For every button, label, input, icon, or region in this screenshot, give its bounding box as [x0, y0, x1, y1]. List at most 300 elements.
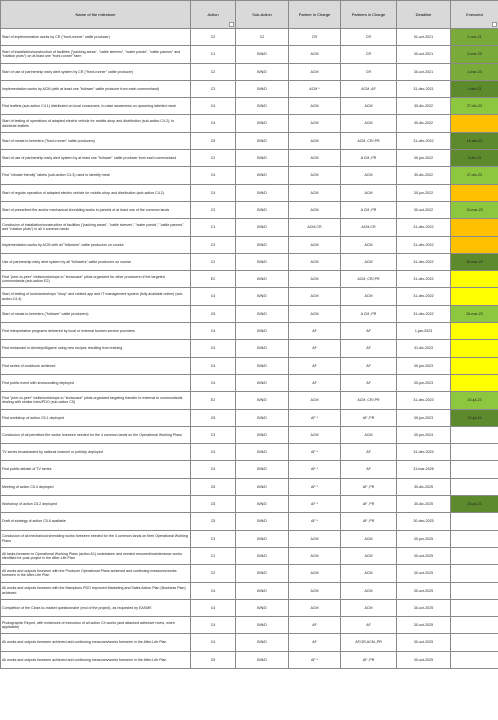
deadline-cell[interactable]: 30-jun-2025 [397, 530, 451, 547]
action-cell[interactable]: C3 [191, 236, 236, 253]
sub-action-cell[interactable]: B/N/D [236, 599, 289, 616]
table-row [1, 46, 498, 63]
executed-cell[interactable] [451, 617, 498, 634]
milestone-cell[interactable]: Conclusion of all permitted fire works foreseen needed for the 4 common lands on the Operational Working Plans [1, 426, 191, 443]
partner-cell[interactable]: AF * [289, 496, 341, 513]
partner-cell[interactable]: AF [289, 374, 341, 391]
partner-cell[interactable]: ACM [289, 63, 341, 80]
milestone-cell[interactable]: Use of partnership early alert system by all "followers" cattle producers on course [1, 253, 191, 270]
executed-cell[interactable]: 1-mar-23 [451, 63, 498, 80]
milestone-cell[interactable]: First workshop of action C5.1 deployed [1, 409, 191, 426]
partner-cell[interactable]: AF * [289, 461, 341, 478]
partners-cell[interactable]: AF,GR,ACM,,PR [341, 634, 397, 651]
partner-cell[interactable]: ACM [289, 565, 341, 582]
milestone-cell[interactable]: Start of meats to breeders ("front-runner" cattle producers) [1, 132, 191, 149]
table-row [1, 115, 498, 132]
action-cell[interactable]: C5 [191, 409, 236, 426]
milestone-cell[interactable]: Start of implementation works by CR ("front-runner" cattle producer) [1, 29, 191, 46]
sub-action-cell[interactable]: B/N/D [236, 444, 289, 461]
sub-action-cell[interactable]: B/N/D [236, 340, 289, 357]
milestone-cell[interactable]: Conclusion of all mechanical shredding works foreseen needed for the 4 common lands on their Operational Working Plans [1, 530, 191, 547]
milestone-cell[interactable]: Start of use of partnership early alert system by CR ("front-runner" cattle producer) [1, 63, 191, 80]
partner-cell[interactable]: ACM [289, 167, 341, 184]
milestone-cell[interactable]: Start of installation/construction of facilities ("packing areas", "cattle sleeves", "water ponds", "cattle pannes" and "rotation plots") on at least one "front-runner" farm [1, 46, 191, 63]
partner-cell[interactable]: AF * [289, 444, 341, 461]
milestone-cell[interactable]: First "peer-to-peer" visits/workshops to "showcase" pilots organized for other producers of the targeted commonlands (sub-action E2) [1, 271, 191, 288]
partner-cell[interactable]: AF * [289, 409, 341, 426]
partner-cell[interactable]: AF * [289, 651, 341, 668]
sub-action-cell[interactable]: B/N/D [236, 98, 289, 115]
partners-cell[interactable]: ACM ,CR/,PR [341, 392, 397, 409]
deadline-cell[interactable]: 30-oct-2025 [397, 599, 451, 616]
milestone-cell[interactable]: Start of testing of operations of adapted electric vehicle for mobile-shop and distribution (sub-action C4.2), to distribute leaflets [1, 115, 191, 132]
sub-action-cell[interactable]: B/N/D [236, 426, 289, 443]
partners-cell[interactable]: AF ,PR [341, 409, 397, 426]
header-sub-action-label: Sub-Action [252, 12, 272, 17]
action-cell[interactable]: C2 [191, 565, 236, 582]
partner-cell[interactable]: AF [289, 617, 341, 634]
partners-cell[interactable]: ACM [341, 184, 397, 201]
sub-action-cell[interactable]: B/N/D [236, 305, 289, 322]
deadline-cell[interactable]: 30-jun-2024 [397, 426, 451, 443]
deadline-cell[interactable]: 31-dec-2024 [397, 444, 451, 461]
executed-cell[interactable] [451, 374, 498, 391]
table-row [1, 513, 498, 530]
deadline-cell[interactable]: 31-dec-2023 [397, 392, 451, 409]
milestone-cell[interactable]: Implementation works by ACM with all "followers" cattle producers on course [1, 236, 191, 253]
action-cell[interactable]: C4 [191, 115, 236, 132]
sub-action-cell[interactable]: B/N/D [236, 253, 289, 270]
partners-cell[interactable]: AF ,PR [341, 651, 397, 668]
sub-action-cell[interactable]: C2 [236, 29, 289, 46]
executed-cell[interactable] [451, 323, 498, 340]
executed-cell[interactable] [451, 340, 498, 357]
header-deadline[interactable] [397, 1, 451, 29]
partner-cell[interactable]: AF [289, 357, 341, 374]
action-cell[interactable]: C1 [191, 219, 236, 236]
partner-cell[interactable]: ACM [289, 184, 341, 201]
table-row [1, 63, 498, 80]
partner-cell[interactable]: AF * [289, 513, 341, 530]
action-cell[interactable]: C5 [191, 513, 236, 530]
milestone-cell[interactable]: First "climate friendly" labels (sub-action C4.3) used to identify meat [1, 167, 191, 184]
executed-cell[interactable] [451, 444, 498, 461]
action-cell[interactable]: C2 [191, 253, 236, 270]
sub-action-cell[interactable]: B/N/D [236, 132, 289, 149]
milestone-cell[interactable]: Draft of strategy of action C5.6 available [1, 513, 191, 530]
deadline-cell[interactable]: 30-oct-2025 [397, 617, 451, 634]
partners-cell[interactable]: ACM [341, 582, 397, 599]
sub-action-cell[interactable]: B/N/D [236, 150, 289, 167]
deadline-cell[interactable]: 30-oct-2021 [397, 63, 451, 80]
sub-action-cell[interactable]: B/N/D [236, 201, 289, 218]
executed-cell[interactable] [451, 651, 498, 668]
executed-cell[interactable]: 27-dic-23 [451, 98, 498, 115]
sub-action-cell[interactable]: B/N/D [236, 392, 289, 409]
executed-cell[interactable] [451, 634, 498, 651]
table-row [1, 98, 498, 115]
deadline-cell[interactable]: 30-oct-2025 [397, 634, 451, 651]
action-cell[interactable]: C4 [191, 323, 236, 340]
action-cell[interactable]: C2 [191, 29, 236, 46]
partners-cell[interactable]: ACM [341, 426, 397, 443]
sub-action-cell[interactable]: B/N/D [236, 617, 289, 634]
deadline-cell[interactable]: 30-oct-2025 [397, 651, 451, 668]
partner-cell[interactable]: ACM [289, 132, 341, 149]
partner-cell[interactable]: ACM [289, 582, 341, 599]
header-milestone[interactable] [1, 1, 191, 29]
executed-cell[interactable] [451, 115, 498, 132]
header-row [1, 1, 498, 29]
sub-action-cell[interactable]: B/N/D [236, 530, 289, 547]
partners-cell[interactable]: ACM [341, 98, 397, 115]
partner-cell[interactable]: ACM [289, 253, 341, 270]
table-row [1, 530, 498, 547]
partners-cell[interactable]: ACM [341, 288, 397, 305]
deadline-cell[interactable]: 30-dic-2022 [397, 115, 451, 132]
executed-cell[interactable]: 4-abr-23 [451, 80, 498, 97]
header-partner2[interactable] [341, 1, 397, 29]
table-row [1, 565, 498, 582]
deadline-cell[interactable]: 01-oct-2021 [397, 29, 451, 46]
deadline-cell[interactable]: 30-dec-2025 [397, 513, 451, 530]
executed-cell[interactable]: 2-nov-21 [451, 29, 498, 46]
executed-cell[interactable] [451, 599, 498, 616]
milestone-cell[interactable]: Meeting of action C5.4 deployed [1, 478, 191, 495]
milestone-cell[interactable]: First restaurant in Alentejo/Algarve using new recipes resulting from training [1, 340, 191, 357]
table-row [1, 80, 498, 97]
deadline-cell[interactable]: 30-dic-2025 [397, 478, 451, 495]
table-row [1, 29, 498, 46]
sub-action-cell[interactable]: B/N/D [236, 236, 289, 253]
deadline-cell[interactable]: 30-jun-2023 [397, 409, 451, 426]
table-row [1, 444, 498, 461]
executed-cell[interactable]: 20-jul-23 [451, 496, 498, 513]
milestone-cell[interactable]: All works and outputs foreseen achieved and continuing measures/works foreseen in the After-Life Plan [1, 634, 191, 651]
header-milestone-label: Name of the milestone [75, 12, 116, 17]
partners-cell[interactable]: AF [341, 340, 397, 357]
milestone-cell[interactable]: All works and outputs foreseen achieved and continuing measures/works foreseen in the After-Life Plan [1, 651, 191, 668]
sub-action-cell[interactable]: B/N/D [236, 167, 289, 184]
table-row [1, 271, 498, 288]
deadline-cell[interactable]: 30-oct-2021 [397, 46, 451, 63]
action-cell[interactable]: C4 [191, 98, 236, 115]
deadline-cell[interactable]: 31-dec-2022 [397, 253, 451, 270]
deadline-cell[interactable]: 30-oct-2025 [397, 582, 451, 599]
executed-cell[interactable] [451, 582, 498, 599]
action-cell[interactable]: C4 [191, 167, 236, 184]
partners-cell[interactable]: A CM ,PR [341, 305, 397, 322]
partner-cell[interactable]: ACM [289, 150, 341, 167]
action-cell[interactable]: C3 [191, 201, 236, 218]
header-sub-action[interactable] [236, 1, 289, 29]
executed-cell[interactable]: 26-mar-23 [451, 305, 498, 322]
action-cell[interactable]: C5 [191, 305, 236, 322]
header-action[interactable] [191, 1, 236, 29]
action-cell[interactable]: C3 [191, 80, 236, 97]
sub-action-cell[interactable]: B/N/D [236, 357, 289, 374]
partners-cell[interactable]: AF [341, 323, 397, 340]
partners-cell[interactable]: ACM [341, 599, 397, 616]
milestone-cell[interactable]: First series of cookbook achieved [1, 357, 191, 374]
partner-cell[interactable]: AF [289, 634, 341, 651]
action-cell[interactable]: C5 [191, 132, 236, 149]
partners-cell[interactable]: AF ,PR [341, 513, 397, 530]
deadline-cell[interactable]: 31-mar-2025 [397, 461, 451, 478]
action-cell[interactable]: C1 [191, 547, 236, 564]
action-cell[interactable]: C4 [191, 444, 236, 461]
executed-cell[interactable] [451, 236, 498, 253]
action-cell[interactable]: C3 [191, 530, 236, 547]
executed-cell[interactable] [451, 547, 498, 564]
partners-cell[interactable]: AF ,PR [341, 478, 397, 495]
milestone-cell[interactable]: First "peer-to-peer" visits/workshops to "showcase" pilots organized targeting transfer to external to commonlands dealing with similar risks/PDO (sub-action C5) [1, 392, 191, 409]
partner-cell[interactable]: AF * [289, 478, 341, 495]
milestone-cell[interactable]: TV series broadcasted by national channel or publicly deployed [1, 444, 191, 461]
sub-action-cell[interactable]: B/N/D [236, 184, 289, 201]
partner-cell[interactable]: ACM [289, 115, 341, 132]
executed-cell[interactable]: 20-jul-23 [451, 392, 498, 409]
executed-cell[interactable] [451, 461, 498, 478]
deadline-cell[interactable]: 31-dic-2023 [397, 340, 451, 357]
table-row [1, 132, 498, 149]
partners-cell[interactable]: AF [341, 444, 397, 461]
header-partner1[interactable] [289, 1, 341, 29]
sub-action-cell[interactable]: B/N/D [236, 634, 289, 651]
deadline-cell[interactable]: 30-jun-2023 [397, 374, 451, 391]
executed-cell[interactable] [451, 357, 498, 374]
partners-cell[interactable]: AF [341, 357, 397, 374]
sub-action-cell[interactable]: B/N/D [236, 409, 289, 426]
action-cell[interactable]: C4 [191, 634, 236, 651]
partner-cell[interactable]: ACM [289, 288, 341, 305]
partner-cell[interactable]: ACM [289, 236, 341, 253]
table-row [1, 599, 498, 616]
sub-action-cell[interactable]: B/N/D [236, 63, 289, 80]
milestone-cell[interactable]: All tasks foreseen in Operational Working Plans (action A1) undertaken and needed resumed/maintenance works identified for post-project in the After-Life Plan [1, 547, 191, 564]
executed-cell[interactable]: 9-dic-23 [451, 150, 498, 167]
sub-action-cell[interactable]: B/N/D [236, 271, 289, 288]
milestone-cell[interactable]: Start of regular operation of adapted electric vehicle for mobile-shop and distribution (sub-action C4.2) [1, 184, 191, 201]
partners-cell[interactable]: AF ,PR [341, 496, 397, 513]
partner-cell[interactable]: ACM [289, 530, 341, 547]
deadline-cell[interactable]: 30-dic-2025 [397, 496, 451, 513]
action-cell[interactable]: C1 [191, 46, 236, 63]
sub-action-cell[interactable]: B/N/D [236, 219, 289, 236]
action-cell[interactable]: C5 [191, 496, 236, 513]
table-row [1, 323, 498, 340]
partners-cell[interactable]: ACM [341, 115, 397, 132]
milestone-cell[interactable]: First leaflets (sub-action C4.1) distributed on local consumers, to raise awareness on upcoming labelled meat [1, 98, 191, 115]
deadline-cell[interactable]: 31-dec-2022 [397, 219, 451, 236]
partner-cell[interactable]: ACM [289, 46, 341, 63]
executed-cell[interactable]: 16-abr-23 [451, 132, 498, 149]
action-cell[interactable]: C3 [191, 426, 236, 443]
action-cell[interactable]: C4 [191, 582, 236, 599]
executed-cell[interactable]: 27-dic-23 [451, 167, 498, 184]
milestone-cell[interactable]: Completion of the Close-to-market questionnaire (end of the project), as requested by EASME [1, 599, 191, 616]
table-row [1, 478, 498, 495]
action-cell[interactable]: E2 [191, 392, 236, 409]
action-cell[interactable]: C4 [191, 184, 236, 201]
deadline-cell[interactable]: 31-dec-2022 [397, 132, 451, 149]
partners-cell[interactable]: ACM [341, 236, 397, 253]
filter-dropdown-icon[interactable] [492, 22, 497, 27]
executed-cell[interactable] [451, 565, 498, 582]
table-row [1, 340, 498, 357]
partner-cell[interactable]: AF [289, 323, 341, 340]
sub-action-cell[interactable]: B/N/D [236, 565, 289, 582]
sub-action-cell[interactable]: B/N/D [236, 461, 289, 478]
milestone-cell[interactable]: Photographic Report, with evidences of execution of all action C4 works (and attached adhesive rivers, when applicable) [1, 617, 191, 634]
milestone-cell[interactable]: Conclusion of installation/construction of facilities ("packing areas", "cattle sleeves", "water ponds", "cattle pannes" and "rotation plots") in all 4 common lands [1, 219, 191, 236]
partner-cell[interactable]: CR [289, 29, 341, 46]
executed-cell[interactable] [451, 288, 498, 305]
deadline-cell[interactable]: 30-dic-2022 [397, 98, 451, 115]
milestone-cell[interactable]: First public event with showcooking deployed [1, 374, 191, 391]
header-partner2-label: Partners in Charge [351, 12, 386, 17]
table-row [1, 150, 498, 167]
deadline-cell[interactable]: 1-jan-2023 [397, 323, 451, 340]
action-cell[interactable]: C2 [191, 150, 236, 167]
milestone-cell[interactable]: First public debate of TV series [1, 461, 191, 478]
partner-cell[interactable]: ACM,CR [289, 219, 341, 236]
deadline-cell[interactable]: 31-dec-2022 [397, 288, 451, 305]
sub-action-cell[interactable]: B/N/D [236, 478, 289, 495]
milestone-cell[interactable]: All works and outputs foreseen with the Mampions PDO improved Marketing and Sales Action Plan (Business Plan) achieved [1, 582, 191, 599]
header-executed[interactable] [451, 1, 498, 29]
deadline-cell[interactable]: 31-dec-2022 [397, 305, 451, 322]
milestone-cell[interactable]: Start of testing of tools/workshops "shop" and related app and IT management system (fully available online) (sub-action C4.4) [1, 288, 191, 305]
executed-cell[interactable] [451, 513, 498, 530]
deadline-cell[interactable]: 31-dec-2022 [397, 271, 451, 288]
partners-cell[interactable]: ACM [341, 253, 397, 270]
partners-cell[interactable]: A CM ,PR [341, 150, 397, 167]
sub-action-cell[interactable]: B/N/D [236, 582, 289, 599]
partner-cell[interactable]: ACM [289, 392, 341, 409]
partner-cell[interactable]: ACM [289, 271, 341, 288]
sub-action-cell[interactable]: B/N/D [236, 46, 289, 63]
deadline-cell[interactable]: 30-dic-2022 [397, 167, 451, 184]
partner-cell[interactable]: ACM [289, 305, 341, 322]
executed-cell[interactable]: 30-mar-22 [451, 253, 498, 270]
partners-cell[interactable]: AF [341, 461, 397, 478]
action-cell[interactable]: C4 [191, 357, 236, 374]
action-cell[interactable]: C4 [191, 340, 236, 357]
executed-cell[interactable]: 10-mar-23 [451, 201, 498, 218]
action-cell[interactable]: C5 [191, 478, 236, 495]
sub-action-cell[interactable]: B/N/D [236, 513, 289, 530]
action-cell[interactable]: C4 [191, 617, 236, 634]
sub-action-cell[interactable]: B/N/D [236, 374, 289, 391]
executed-cell[interactable] [451, 530, 498, 547]
action-cell[interactable]: C4 [191, 288, 236, 305]
executed-cell[interactable] [451, 184, 498, 201]
partners-cell[interactable]: CR [341, 46, 397, 63]
executed-cell[interactable]: 2-mar-23 [451, 46, 498, 63]
table-row [1, 305, 498, 322]
partners-cell[interactable]: ACM,CR [341, 219, 397, 236]
partners-cell[interactable]: ACM [341, 167, 397, 184]
action-cell[interactable]: C4 [191, 599, 236, 616]
table-row [1, 426, 498, 443]
partners-cell[interactable]: CR [341, 29, 397, 46]
table-row [1, 582, 498, 599]
table-row [1, 651, 498, 668]
milestone-cell[interactable]: First interpretation programs delivered by local or external tourism service providers [1, 323, 191, 340]
action-cell[interactable]: C5 [191, 651, 236, 668]
partners-cell[interactable]: AF [341, 374, 397, 391]
table-body [1, 29, 498, 669]
action-cell[interactable]: C2 [191, 63, 236, 80]
deadline-cell[interactable]: 30-jun-2023 [397, 357, 451, 374]
milestone-cell[interactable]: Start of use of partnership early alert system by at least one "follower" cattle producer from each commonland [1, 150, 191, 167]
partner-cell[interactable]: ACM [289, 426, 341, 443]
executed-cell[interactable] [451, 426, 498, 443]
executed-cell[interactable] [451, 271, 498, 288]
deadline-cell[interactable]: 30-oct-2025 [397, 547, 451, 564]
partners-cell[interactable]: CR [341, 63, 397, 80]
partner-cell[interactable]: ACM [289, 98, 341, 115]
partner-cell[interactable]: ACM [289, 547, 341, 564]
sub-action-cell[interactable]: B/N/D [236, 651, 289, 668]
executed-cell[interactable]: 20-jul-23 [451, 409, 498, 426]
action-cell[interactable]: E2 [191, 271, 236, 288]
partner-cell[interactable]: ACM * [289, 80, 341, 97]
deadline-cell[interactable]: 31-dec-2022 [397, 236, 451, 253]
partners-cell[interactable]: ACM ,CR/,PR [341, 132, 397, 149]
table-row [1, 461, 498, 478]
executed-cell[interactable] [451, 478, 498, 495]
milestone-cell[interactable]: Workshop of action C5.2 deployed [1, 496, 191, 513]
header-executed-label: Executed [466, 12, 483, 17]
partner-cell[interactable]: ACM [289, 201, 341, 218]
sub-action-cell[interactable]: B/N/D [236, 496, 289, 513]
sub-action-cell[interactable]: B/N/D [236, 80, 289, 97]
sub-action-cell[interactable]: B/N/D [236, 115, 289, 132]
action-cell[interactable]: C4 [191, 374, 236, 391]
deadline-cell[interactable]: 30-jun-2022 [397, 150, 451, 167]
deadline-cell[interactable]: 30-oct-2022 [397, 201, 451, 218]
table-row [1, 288, 498, 305]
partner-cell[interactable]: ACM [289, 599, 341, 616]
action-cell[interactable]: C4 [191, 461, 236, 478]
deadline-cell[interactable]: 30-jun-2022 [397, 184, 451, 201]
milestone-cell[interactable]: Start of meats to breeders ("follower" cattle producers) [1, 305, 191, 322]
sub-action-cell[interactable]: B/N/D [236, 323, 289, 340]
milestone-cell[interactable]: Start of prescribed fire and/or mechanical shredding works in parcels of at least one of the common lands [1, 201, 191, 218]
executed-cell[interactable] [451, 219, 498, 236]
filter-dropdown-icon[interactable] [229, 22, 234, 27]
deadline-cell[interactable]: 31-dec-2021 [397, 80, 451, 97]
partners-cell[interactable]: ACM [341, 530, 397, 547]
partners-cell[interactable]: ACM [341, 565, 397, 582]
table-row [1, 634, 498, 651]
header-action-label: Action [207, 12, 219, 17]
partners-cell[interactable]: ACM ,CR/,PR [341, 271, 397, 288]
sub-action-cell[interactable]: B/N/D [236, 547, 289, 564]
partners-cell[interactable]: ACM [341, 547, 397, 564]
table-row [1, 184, 498, 201]
partners-cell[interactable]: ACM ,AF [341, 80, 397, 97]
milestone-cell[interactable]: Implementation works by ACM (with at least one "follower" cattle producer from each commonland) [1, 80, 191, 97]
deadline-cell[interactable]: 30-oct-2025 [397, 565, 451, 582]
partners-cell[interactable]: A CM ,PR [341, 201, 397, 218]
sub-action-cell[interactable]: B/N/D [236, 288, 289, 305]
milestone-cell[interactable]: All works and outputs foreseen with the Producer Operational Plans achieved and continuing measures/works foreseen in the After-Life Plan [1, 565, 191, 582]
partner-cell[interactable]: AF [289, 340, 341, 357]
partners-cell[interactable]: AF [341, 617, 397, 634]
